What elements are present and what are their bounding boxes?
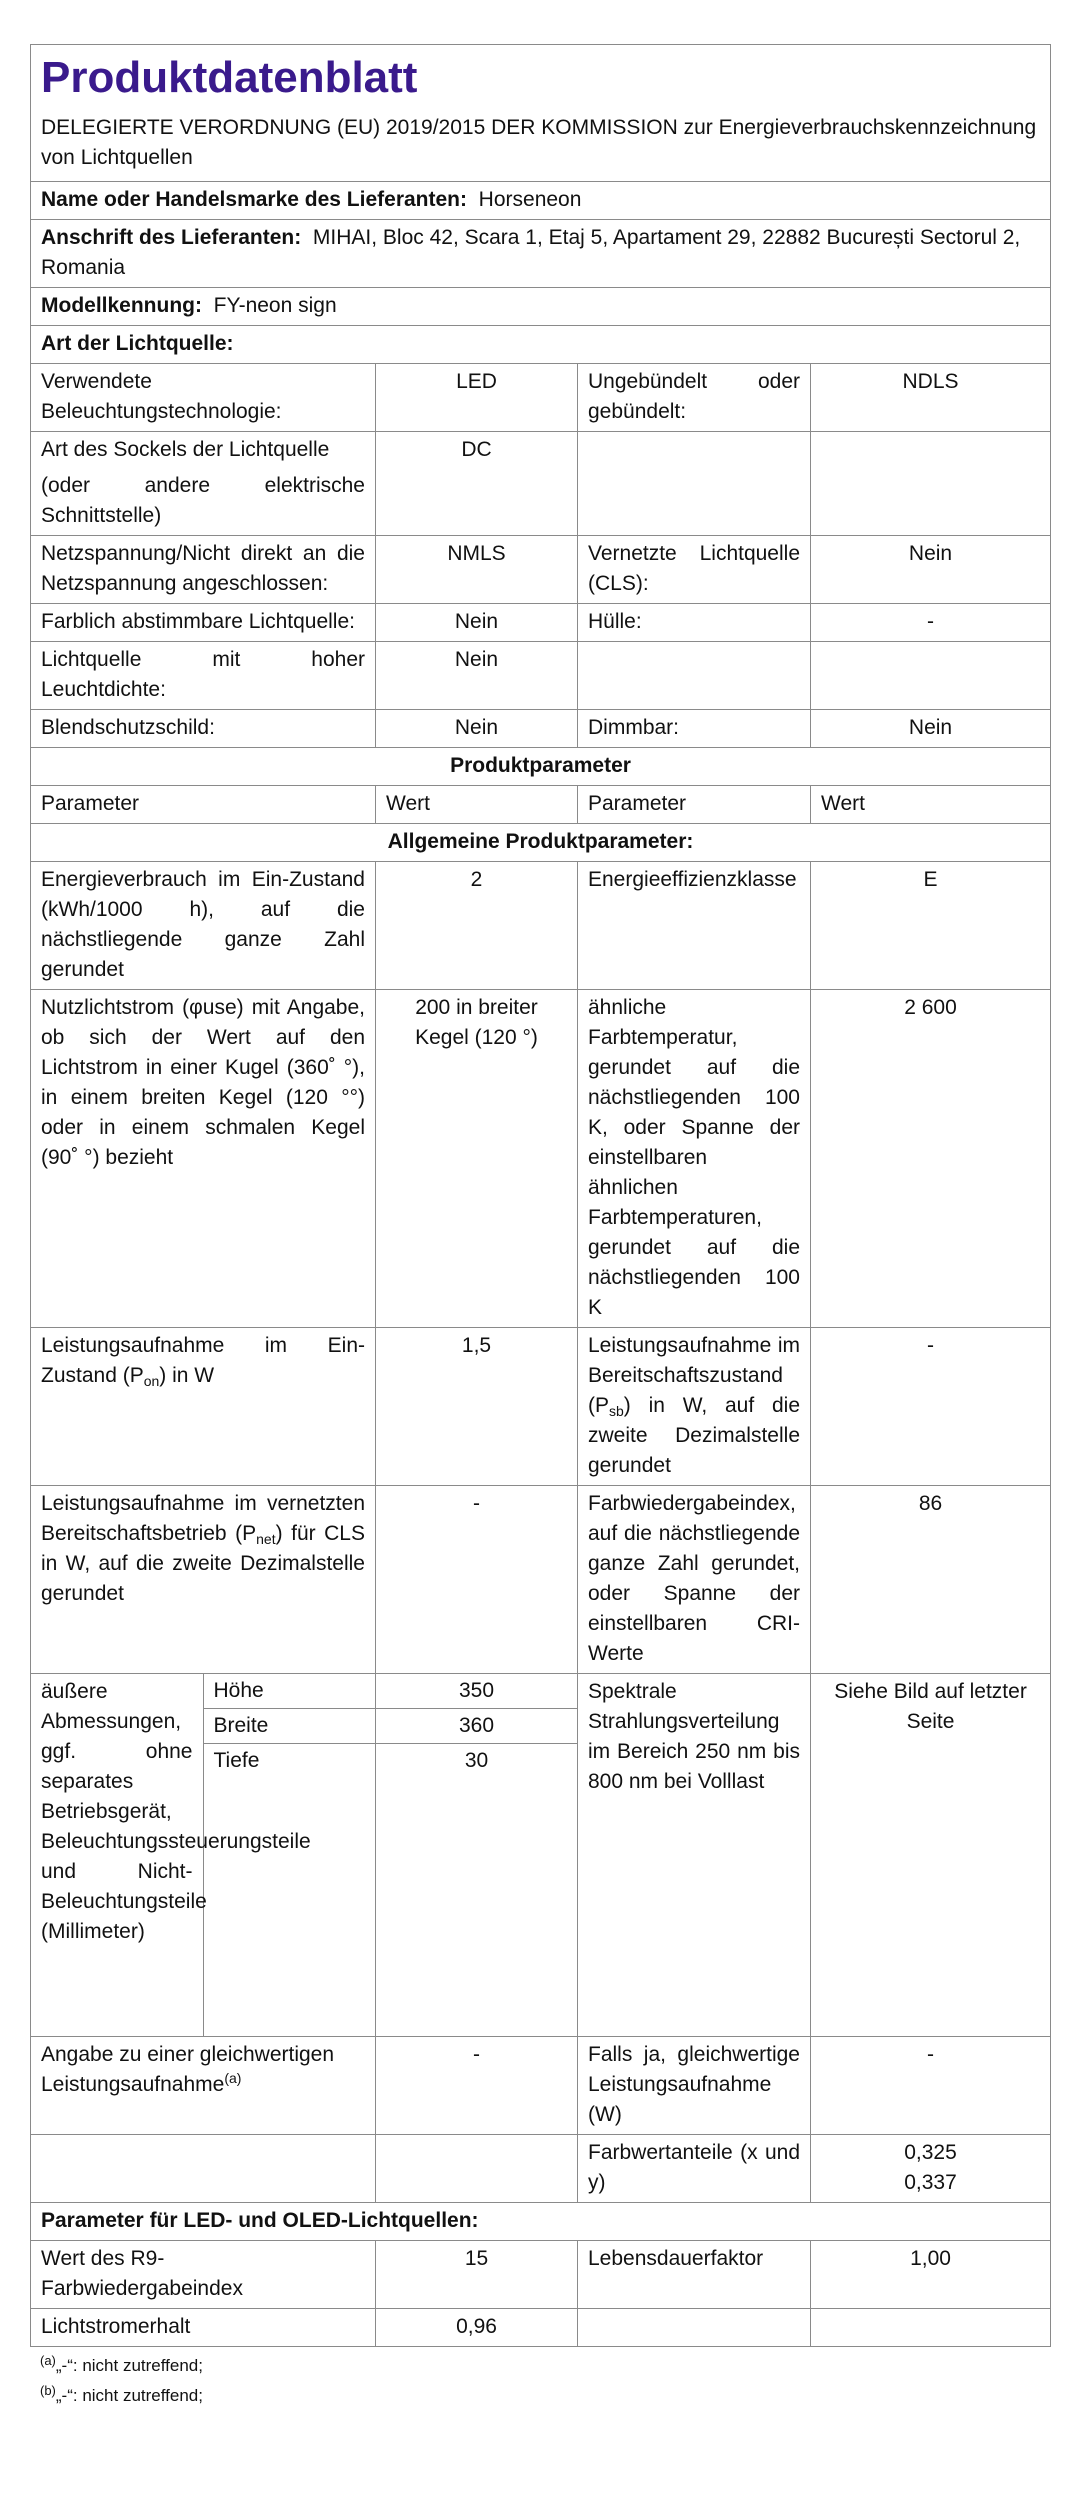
led-params-heading: Parameter für LED- und OLED-Lichtquellen:: [31, 2203, 1051, 2241]
standby-power-value: -: [811, 1328, 1051, 1486]
supplier-address-value: MIHAI, Bloc 42, Scara 1, Etaj 5, Apartament 29, 22882 București Sectorul 2, Romania: [41, 226, 1021, 279]
regulation-subtitle: DELEGIERTE VERORDNUNG (EU) 2019/2015 DER KOMMISSION zur Energieverbrauchskennzeichnung von Lichtquellen: [41, 116, 1037, 169]
footnote-b: $^{(b)}$„-“: nicht zutreffend;: [40, 2383, 203, 2405]
footnotes: [30, 2351, 1050, 2411]
mains-value: NMLS: [376, 536, 578, 604]
general-params-heading-row: [31, 824, 1051, 862]
standby-power-label: Leistungsaufnahme im Bereitschaftszustand $(P_{sb})$ in W, auf die zweite Dezimalstelle gerundet: [578, 1328, 811, 1486]
empty-cell: [578, 432, 811, 536]
equivalent-power-if-yes-label: Falls ja, gleichwertige Leistungsaufnahme (W): [578, 2037, 811, 2135]
dimensions-values: [376, 1674, 577, 1778]
table-row: [31, 2309, 1051, 2347]
product-params-heading-row: [31, 748, 1051, 786]
cri-label: Farbwiedergabeindex, auf die nächstliegende ganze Zahl gerundet, oder Spanne der einstellbaren CRI-Werte: [578, 1486, 811, 1674]
table-row: [31, 1328, 1051, 1486]
led-params-heading-row: [31, 2203, 1051, 2241]
empty-cell: [376, 2135, 578, 2203]
model-label: Modellkennung:: [41, 294, 202, 317]
luminous-flux-label: Nutzlichtstrom (φuse) mit Angabe, ob sich der Wert auf den Lichtstrom in einer Kugel (360˚ °), in einem breiten Kegel (120 °°) oder in einem schmalen Kegel (90˚ °) bezieht: [31, 990, 376, 1328]
table-row: [31, 364, 1051, 432]
tunable-label: Farblich abstimmbare Lichtquelle:: [31, 604, 376, 642]
data-sheet-table: [30, 44, 1051, 2347]
spectral-distribution-label: Spektrale Strahlungsverteilung im Bereich 250 nm bis 800 nm bei Volllast: [578, 1674, 811, 2037]
connected-value: Nein: [811, 536, 1051, 604]
table-row: [31, 2241, 1051, 2309]
column-header-value: Wert: [811, 786, 1051, 824]
column-header-parameter: Parameter: [578, 786, 811, 824]
high-luminance-label: Lichtquelle mit hoher Leuchtdichte:: [31, 642, 376, 710]
depth-label: Tiefe: [203, 1744, 375, 1779]
table-row: [31, 604, 1051, 642]
networked-standby-value: -: [376, 1486, 578, 1674]
table-row: [31, 2135, 1051, 2203]
empty-cell: [203, 1778, 375, 2036]
directional-label: Ungebündelt oder gebündelt:: [578, 364, 811, 432]
energy-consumption-value: 2: [376, 862, 578, 990]
color-temperature-label: ähnliche Farbtemperatur, gerundet auf die nächstliegenden 100 K, oder Spanne der einstellbaren ähnlichen Farbtemperaturen, gerundet auf die nächstliegenden 100 K: [578, 990, 811, 1328]
color-temperature-value: 2 600: [811, 990, 1051, 1328]
cri-value: 86: [811, 1486, 1051, 1674]
lumen-maintenance-label: Lichtstromerhalt: [31, 2309, 376, 2347]
supplier-name-value: Horseneon: [478, 188, 582, 211]
supplier-name-row: [31, 182, 1051, 220]
cap-type-label-detail: (oder andere elektrische Schnittstelle): [41, 474, 365, 527]
equivalent-power-label: Angabe zu einer gleichwertigen Leistungsaufnahme$^{(a)}$: [31, 2037, 376, 2135]
table-row: [31, 2037, 1051, 2135]
product-params-heading: Produktparameter: [31, 748, 1051, 786]
cap-type-value: DC: [376, 432, 578, 536]
dimmable-value: Nein: [811, 710, 1051, 748]
width-value: 360: [376, 1709, 577, 1744]
column-header-value: Wert: [376, 786, 578, 824]
model-value: FY-neon sign: [213, 294, 337, 317]
supplier-address-row: [31, 220, 1051, 288]
empty-cell: [811, 642, 1051, 710]
on-mode-power-label: Leistungsaufnahme im Ein-Zustand $(P_{on})$ in W: [31, 1328, 376, 1486]
column-header-row: [31, 786, 1051, 824]
light-type-heading: Art der Lichtquelle:: [31, 326, 1051, 364]
lifetime-factor-value: 1,00: [811, 2241, 1051, 2309]
dimensions-label: äußere Abmessungen, ggf. ohne separates Betriebsgerät, Beleuchtungssteuerungsteile und Nicht-Beleuchtungsteile (Millimeter): [41, 1680, 311, 1943]
equivalent-power-value: -: [376, 2037, 578, 2135]
dimensions-subtable: [31, 1674, 375, 2036]
on-mode-power-value: 1,5: [376, 1328, 578, 1486]
equivalent-power-if-yes-value: -: [811, 2037, 1051, 2135]
lifetime-factor-label: Lebensdauerfaktor: [578, 2241, 811, 2309]
energy-class-value: E: [811, 862, 1051, 990]
anti-glare-label: Blendschutzschild:: [31, 710, 376, 748]
spectral-distribution-value: Siehe Bild auf letzter Seite: [811, 1674, 1051, 2037]
model-row: [31, 288, 1051, 326]
height-value: 350: [376, 1674, 577, 1709]
footnote-a: $^{(a)}$„-“: nicht zutreffend;: [40, 2353, 203, 2375]
chromaticity-label: Farbwertanteile (x und y): [578, 2135, 811, 2203]
tunable-value: Nein: [376, 604, 578, 642]
supplier-address-label: Anschrift des Lieferanten:: [41, 226, 302, 249]
depth-value: 30: [464, 1749, 489, 1772]
mains-label: Netzspannung/Nicht direkt an die Netzspannung angeschlossen:: [31, 536, 376, 604]
envelope-label: Hülle:: [578, 604, 811, 642]
width-label: Breite: [203, 1709, 375, 1744]
r9-label: Wert des R9-Farbwiedergabeindex: [31, 2241, 376, 2309]
light-type-heading-row: [31, 326, 1051, 364]
table-row: [31, 536, 1051, 604]
lumen-maintenance-value: 0,96: [376, 2309, 578, 2347]
r9-value: 15: [376, 2241, 578, 2309]
title-row: [31, 45, 1051, 182]
table-row: [31, 432, 1051, 536]
table-row: [31, 862, 1051, 990]
dimmable-label: Dimmbar:: [578, 710, 811, 748]
cap-type-label: Art des Sockels der Lichtquelle: [41, 438, 330, 461]
networked-standby-label: Leistungsaufnahme im vernetzten Bereitschaftsbetrieb $(P_{net})$ für CLS in W, auf die zweite Dezimalstelle gerundet: [31, 1486, 376, 1674]
chromaticity-x: 0,325: [904, 2141, 957, 2164]
empty-cell: [31, 2135, 376, 2203]
table-row: [31, 990, 1051, 1328]
empty-cell: [578, 642, 811, 710]
general-params-heading: Allgemeine Produktparameter:: [31, 824, 1051, 862]
technology-label: Verwendete Beleuchtungstechnologie:: [31, 364, 376, 432]
energy-class-label: Energieeffizienzklasse: [578, 862, 811, 990]
technology-value: LED: [376, 364, 578, 432]
height-label: Höhe: [203, 1674, 375, 1709]
table-row: [31, 1674, 1051, 2037]
empty-cell: [811, 432, 1051, 536]
page-title: Produktdatenblatt: [41, 53, 418, 102]
table-row: [31, 642, 1051, 710]
energy-consumption-label: Energieverbrauch im Ein-Zustand (kWh/1000 h), auf die nächstliegende ganze Zahl gerundet: [31, 862, 376, 990]
supplier-name-label: Name oder Handelsmarke des Lieferanten:: [41, 188, 467, 211]
empty-cell: [578, 2309, 811, 2347]
high-luminance-value: Nein: [376, 642, 578, 710]
directional-value: NDLS: [811, 364, 1051, 432]
table-row: [31, 710, 1051, 748]
column-header-parameter: Parameter: [31, 786, 376, 824]
chromaticity-y: 0,337: [904, 2171, 957, 2194]
chromaticity-value: [811, 2135, 1051, 2203]
connected-label: Vernetzte Lichtquelle (CLS):: [578, 536, 811, 604]
empty-cell: [811, 2309, 1051, 2347]
product-data-sheet: [30, 44, 1050, 2411]
table-row: [31, 1486, 1051, 1674]
envelope-value: -: [811, 604, 1051, 642]
anti-glare-value: Nein: [376, 710, 578, 748]
luminous-flux-value: 200 in breiter Kegel (120 °): [376, 990, 578, 1328]
